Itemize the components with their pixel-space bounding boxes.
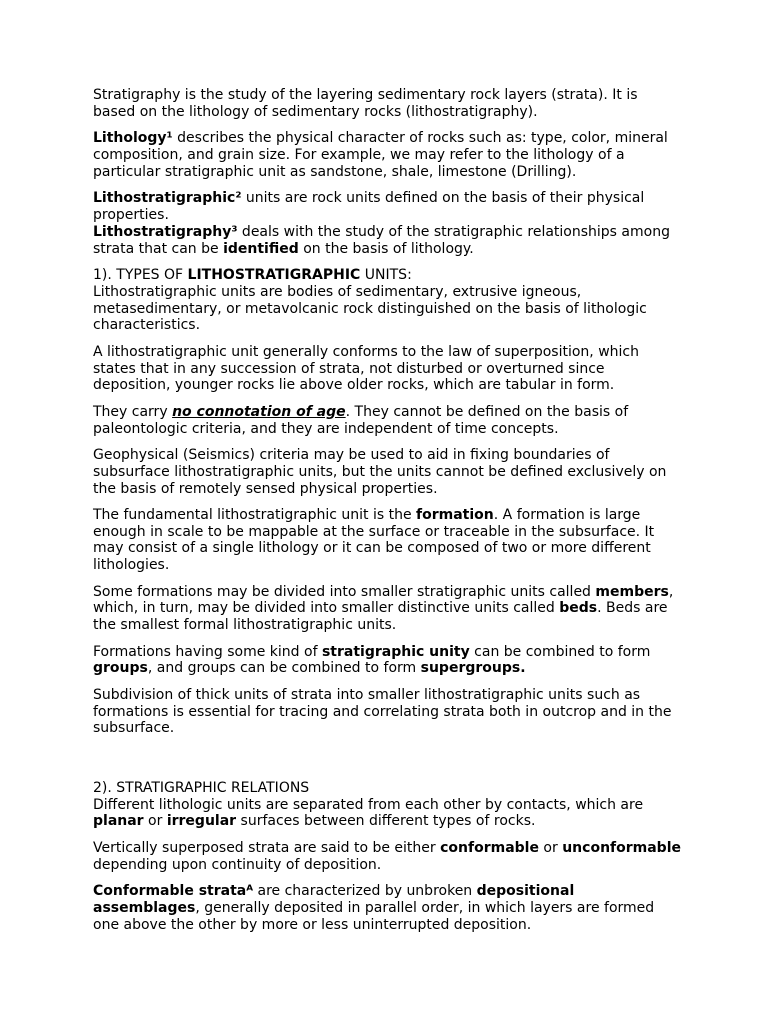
- age-text: They carry: [93, 403, 173, 420]
- lithostratigraphy-text: deals with the study of the stratigraphic relationships among strata that can be: [93, 223, 670, 257]
- superposed-text-end: depending upon continuity of deposition.: [93, 856, 382, 873]
- members-paragraph: [93, 584, 683, 634]
- conformable-strata-text: are characterized by unbroken: [253, 883, 477, 899]
- lithostratigraphy-term: Lithostratigraphy³: [93, 223, 238, 240]
- superposed-paragraph: [93, 840, 683, 874]
- lithology-text: describes the physical character of rocks such as: type, color, mineral composition, and grain size. For example, we may refer to the lithology of a particular stratigraphic unit as sandstone, shale, limestone (Drilling).: [93, 130, 668, 180]
- groups-term: groups: [93, 660, 148, 677]
- groups-text-mid2: , and groups can be combined to form: [147, 660, 421, 677]
- beds-term: beds: [559, 600, 598, 617]
- contacts-text-end: surfaces between different types of rocks.: [236, 813, 536, 830]
- contacts-paragraph: [93, 797, 683, 831]
- members-text-end: . Beds are the smallest formal lithostratigraphic units.: [93, 600, 668, 634]
- section-heading-bold: LITHOSTRATIGRAPHIC: [187, 266, 361, 283]
- unconformable-term: unconformable: [562, 839, 681, 856]
- no-connotation-of-age-emphasis: no connotation of age: [172, 403, 346, 420]
- members-text-mid: , which, in turn, may be divided into smaller distinctive units called: [93, 583, 674, 617]
- formation-term: formation: [416, 506, 494, 523]
- conformable-term: conformable: [440, 839, 539, 856]
- stratigraphic-unity-term: stratigraphic unity: [321, 643, 470, 660]
- lithology-term: Lithology¹: [93, 130, 173, 147]
- document-body: [93, 87, 683, 943]
- contacts-text: Different lithologic units are separated from each other by contacts, which are: [93, 796, 644, 813]
- lithostratigraphic-text: units are rock units defined on the basis of their physical properties.: [93, 190, 645, 223]
- lithostratigraphic-paragraph: [93, 190, 683, 224]
- supergroups-term: supergroups.: [420, 660, 526, 677]
- superposed-text-mid: or: [538, 839, 563, 856]
- groups-text-mid: can be combined to form: [469, 643, 651, 660]
- lithostratigraphic-term: Lithostratigraphic²: [93, 190, 242, 207]
- geophysical-paragraph: Geophysical (Seismics) criteria may be used to aid in fixing boundaries of subsurface lithostratigraphic units, but the units cannot be defined exclusively on the basis of remotely sensed physical properties.: [93, 446, 667, 497]
- formation-text-end: . A formation is large enough in scale to be mappable at the surface or traceable in the subsurface. It may consist of a single lithology or it can be composed of two or more different lithologies.: [93, 506, 655, 574]
- conformable-strata-term: Conformable strataᴬ: [93, 883, 254, 899]
- formation-paragraph: [93, 507, 683, 574]
- groups-text: Formations having some kind of: [93, 643, 322, 660]
- lithostratigraphy-text-end: on the basis of lithology.: [298, 240, 474, 257]
- members-text: Some formations may be divided into smaller stratigraphic units called: [93, 583, 596, 600]
- formation-text: The fundamental lithostratigraphic unit is the: [93, 506, 417, 523]
- irregular-term: irregular: [166, 813, 237, 830]
- lithology-paragraph: [93, 130, 683, 180]
- age-text-end: . They cannot be defined on the basis of paleontologic criteria, and they are independent of time concepts.: [93, 403, 629, 437]
- conformable-strata-text-end: , generally deposited in parallel order, in which layers are formed one above the other by more or less uninterrupted deposition.: [93, 899, 655, 933]
- section-spacer: [93, 747, 683, 780]
- identified-term: identified: [223, 240, 299, 257]
- subdivision-paragraph: Subdivision of thick units of strata into smaller lithostratigraphic units such as formations is essential for tracing and correlating strata both in outcrop and in the subsurface.: [93, 686, 672, 737]
- section-heading-suffix: UNITS:: [360, 266, 412, 283]
- members-term: members: [595, 583, 669, 600]
- lithostratigraphy-paragraph: [93, 224, 683, 258]
- section-heading-types: [93, 267, 683, 284]
- groups-paragraph: [93, 644, 683, 678]
- section-heading-relations: 2). STRATIGRAPHIC RELATIONS: [93, 779, 310, 796]
- superposed-text: Vertically superposed strata are said to be either: [93, 839, 441, 856]
- depositional-assemblages-term: depositional assemblages: [93, 883, 575, 916]
- section-heading-prefix: 1). TYPES OF: [93, 266, 188, 283]
- superposition-paragraph: A lithostratigraphic unit generally conforms to the law of superposition, which states that in any succession of strata, not disturbed or overturned since deposition, younger rocks lie above older rocks, which are tabular in form.: [93, 343, 639, 394]
- conformable-strata-paragraph: [93, 883, 683, 933]
- contacts-text-mid: or: [143, 813, 167, 830]
- units-definition-paragraph: Lithostratigraphic units are bodies of sedimentary, extrusive igneous, metasedimentary, or metavolcanic rock distinguished on the basis of lithologic characteristics.: [93, 283, 647, 334]
- intro-paragraph: Stratigraphy is the study of the layering sedimentary rock layers (strata). It is based on the lithology of sedimentary rocks (lithostratigraphy).: [93, 87, 638, 120]
- age-paragraph: [93, 404, 683, 438]
- planar-term: planar: [93, 813, 144, 830]
